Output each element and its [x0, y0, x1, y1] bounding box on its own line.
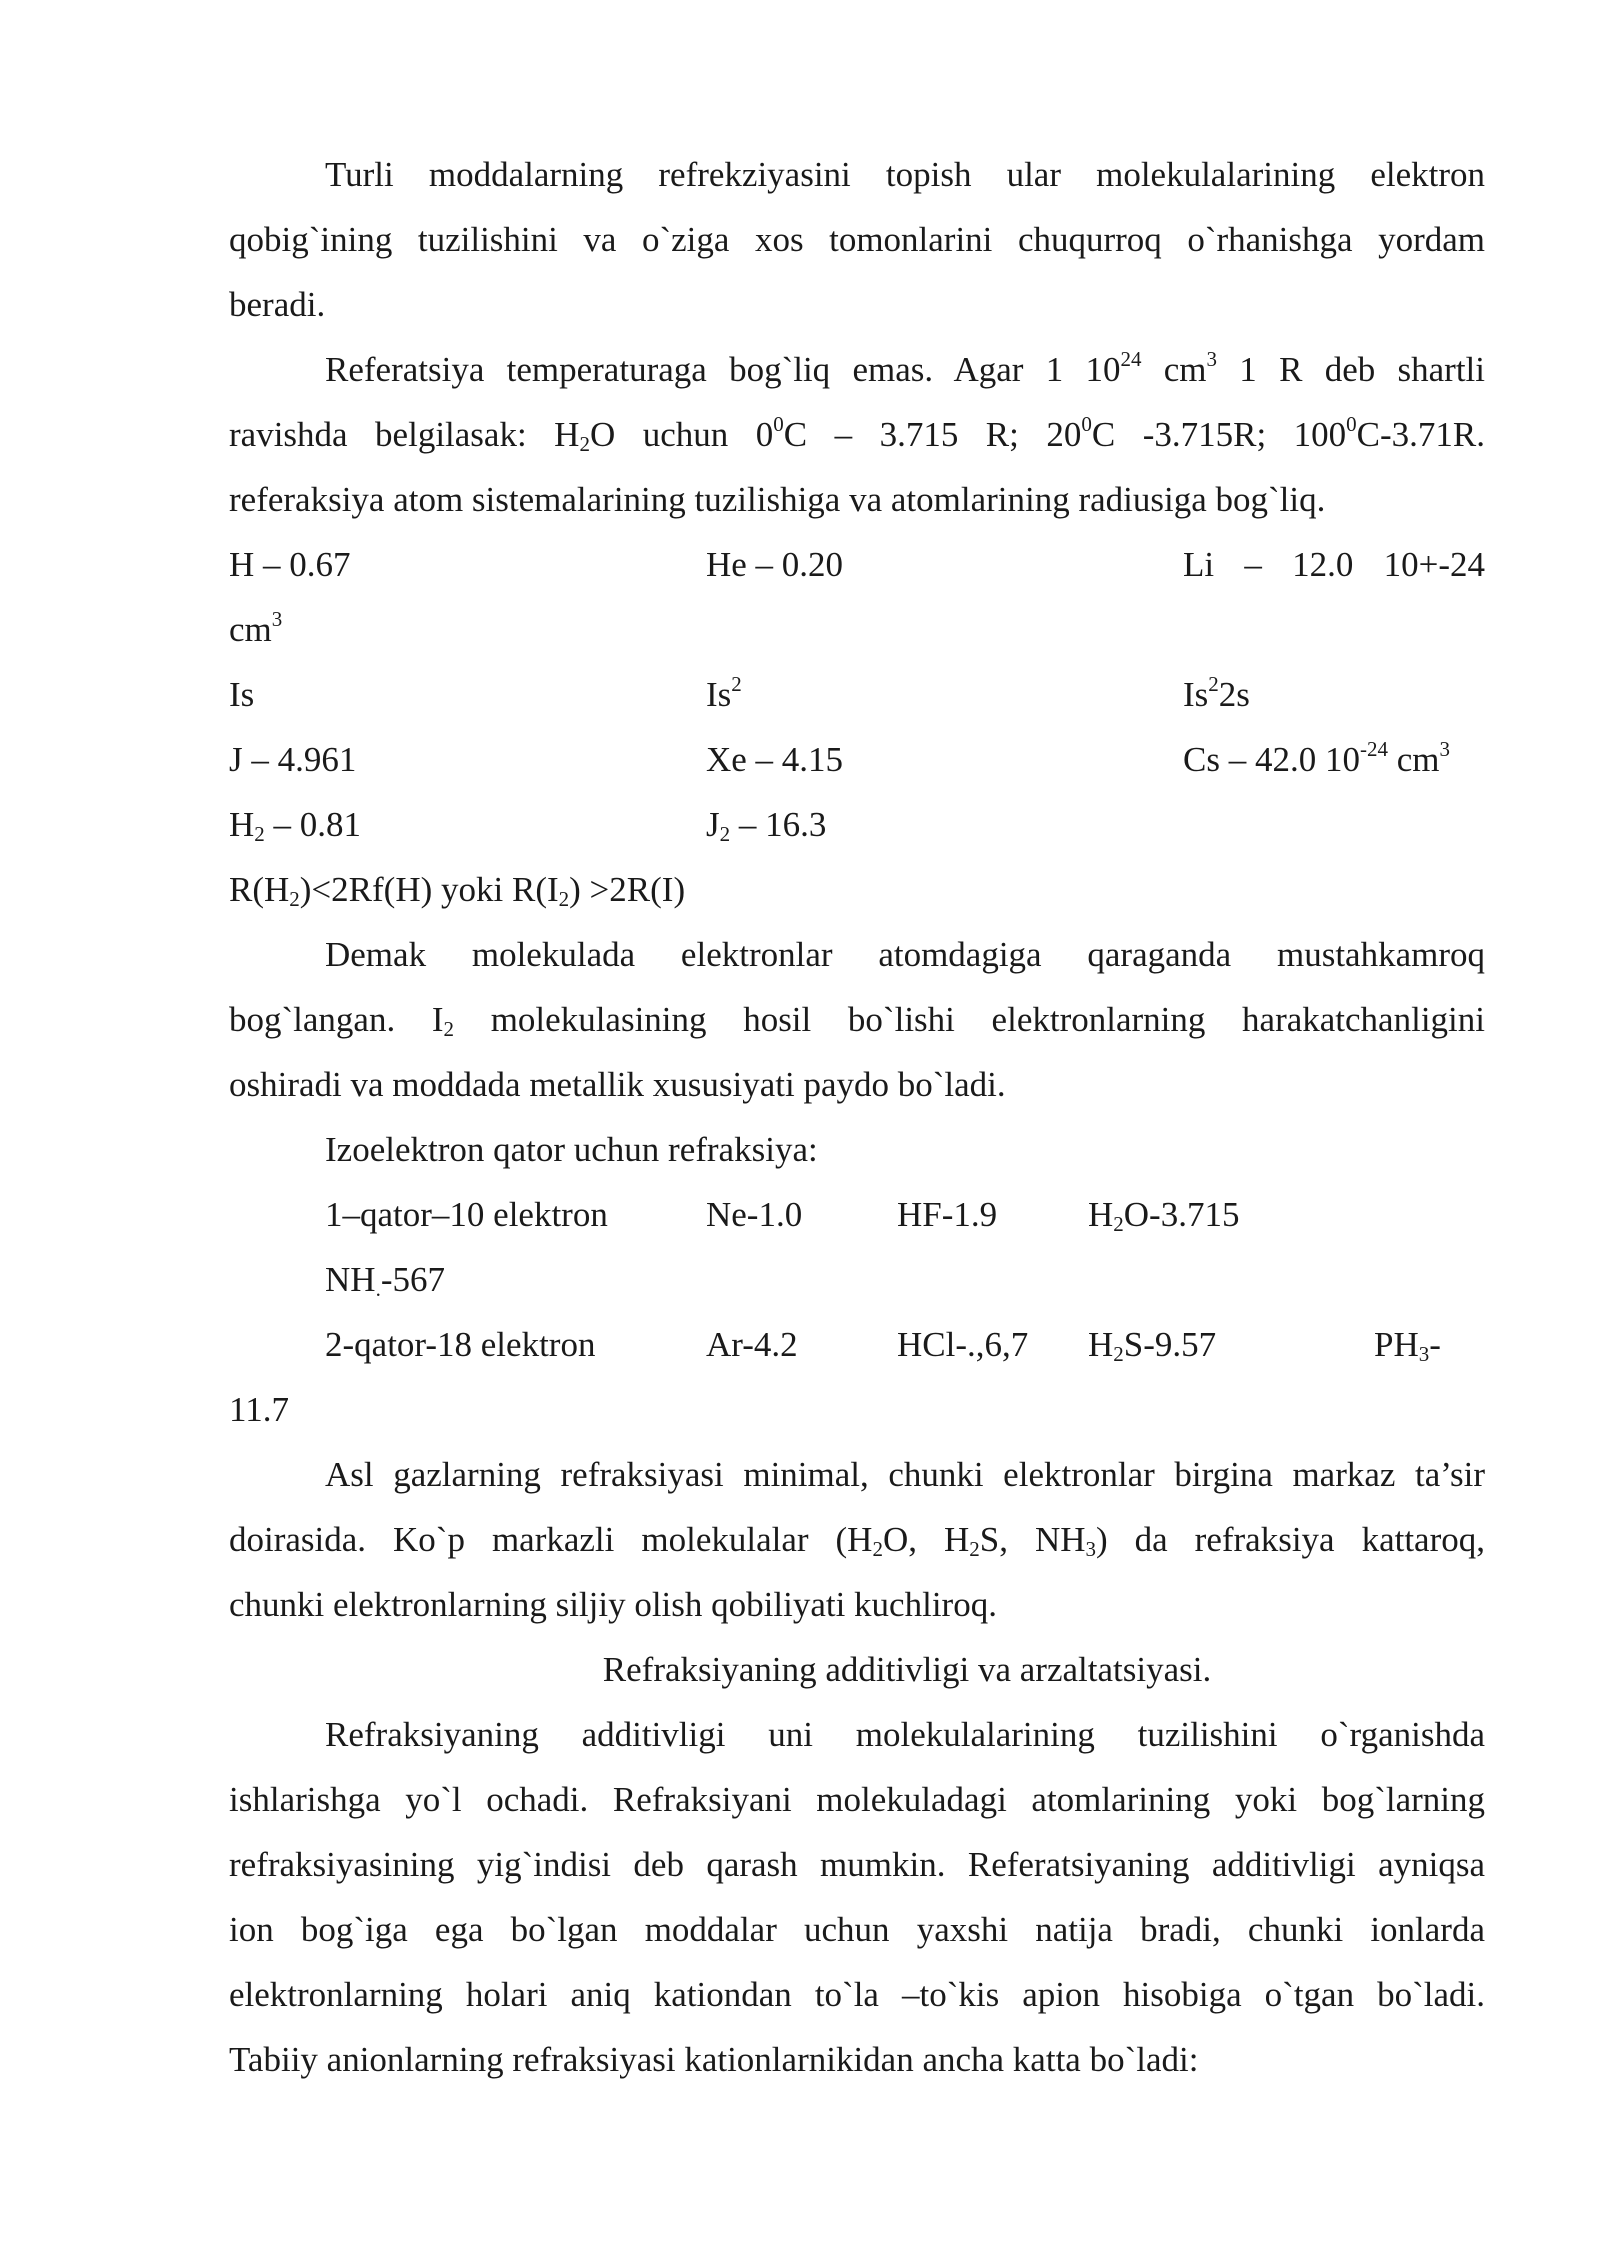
p5-line-5: elektronlarning holari aniq kationdan to`la –to`kis apion hisobiga o`tgan bo`ladi.	[229, 1975, 1485, 2014]
izo-row2-c3: HCl-.,6,7	[897, 1325, 1029, 1364]
table-r2-c1: Is	[229, 675, 255, 714]
table-r1-wrap: $cm^3$	[229, 607, 283, 649]
izo-row1-c2: Ne-1.0	[706, 1195, 803, 1234]
p3-line-2: bog`langan. $I_2$ molekulasining hosil bo`lishi elektronlarning harakatchanligini	[229, 1000, 1485, 1042]
izo-row1-c1: 1–qator–10 elektron	[325, 1195, 608, 1234]
p5-line-3: refraksiyasining yig`indisi deb qarash mumkin. Referatsiyaning additivligi ayniqsa	[229, 1845, 1485, 1884]
p1-line-3: beradi.	[229, 285, 326, 324]
izo-row2-c4: $H_2S-9.57$	[1088, 1325, 1217, 1367]
izo-row2-c1: 2-qator-18 elektron	[325, 1325, 596, 1364]
izo-row2-c5: $PH_3-$	[1374, 1325, 1441, 1367]
table-r1-c2: He – 0.20	[706, 545, 844, 584]
p5-line-4: ion bog`iga ega bo`lgan moddalar uchun yaxshi natija bradi, chunki ionlarda	[229, 1910, 1485, 1949]
izo-row1-c4: $H_2O-3.715$	[1088, 1195, 1240, 1237]
p5-line-6: Tabiiy anionlarning refraksiyasi kationlarnikidan ancha katta bo`ladi:	[229, 2040, 1199, 2079]
p3-line-1: Demak molekulada elektronlar atomdagiga qaraganda mustahkamroq	[325, 935, 1485, 974]
table-r4-c1: $H_2 - 0.81$	[229, 805, 362, 847]
p4-line-2: doirasida. Ko`p markazli molekulalar ($H_2O$, $H_2S$, $NH_3$) da refraksiya kattaroq,	[229, 1520, 1486, 1562]
p4-line-1: Asl gazlarning refraksiyasi minimal, chunki elektronlar birgina markaz ta’sir	[325, 1455, 1485, 1494]
p4-line-3: chunki elektronlarning siljiy olish qobiliyati kuchliroq.	[229, 1585, 997, 1624]
table-r2-c3: Is$^2$2s	[1183, 672, 1250, 714]
p2-line-1: Referatsiya temperaturaga bog`liq emas. Agar 1 $10^{24}$ $cm^3$ 1 R deb shartli	[325, 347, 1485, 389]
p2-line-3: referaksiya atom sistemalarining tuzilishiga va atomlarining radiusiga bog`liq.	[229, 480, 1326, 519]
p3-line-3: oshiradi va moddada metallik xususiyati paydo bo`ladi.	[229, 1065, 1006, 1104]
table-r3-c2: Xe – 4.15	[706, 740, 844, 779]
table-r3-c3: Cs – 42.0 $10^{-24}$ $cm^3$	[1183, 737, 1450, 779]
izo-row1-wrap: $NH_.-567$	[325, 1260, 445, 1302]
p5-line-2: ishlarishga yo`l ochadi. Refraksiyani molekuladagi atomlarining yoki bog`larning	[229, 1780, 1485, 1819]
p2-line-2: ravishda belgilasak: $H_2O$ uchun $0^0C - 3.715$ R; $20^0C$ -3.715R; $100^0C-3.71R$.	[229, 412, 1486, 457]
table-r1-c1: H – 0.67	[229, 545, 351, 584]
section-heading: Refraksiyaning additivligi va arzaltatsiyasi.	[602, 1650, 1212, 1689]
izo-row2-wrap: 11.7	[229, 1390, 289, 1429]
p5-line-1: Refraksiyaning additivligi uni molekulalarining tuzilishini o`rganishda	[325, 1715, 1485, 1754]
table-r3-c1: J – 4.961	[229, 740, 357, 779]
p1-line-2: qobig`ining tuzilishini va o`ziga xos tomonlarini chuqurroq o`rhanishga yordam	[229, 220, 1485, 259]
table-r5: $R(H_2)<2Rf(H)$ yoki $R(I_2) >2R(I)$	[229, 870, 686, 912]
izo-row1-c3: HF-1.9	[897, 1195, 998, 1234]
table-r2-c2: Is$^2$	[706, 672, 742, 714]
table-r4-c2: $J_2 - 16.3$	[706, 805, 827, 847]
izo-title: Izoelektron qator uchun refraksiya:	[325, 1130, 818, 1169]
p1-line-1: Turli moddalarning refrekziyasini topish ular molekulalarining elektron	[325, 155, 1485, 194]
izo-row2-c2: Ar-4.2	[706, 1325, 798, 1364]
table-r1-c3: Li – 12.0 10+-24	[1183, 545, 1485, 584]
